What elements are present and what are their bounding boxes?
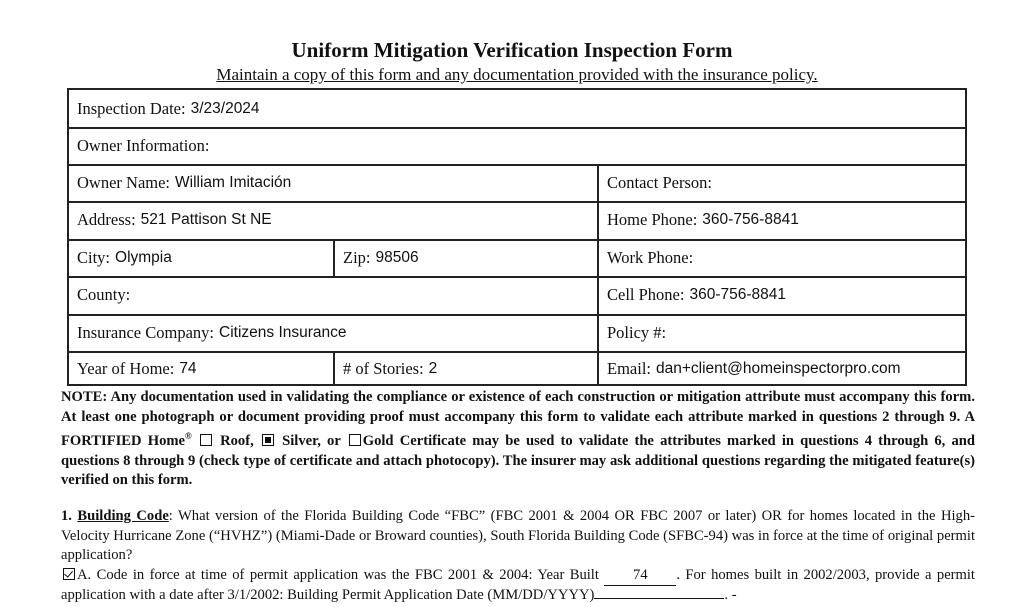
roof-label: Roof, — [220, 433, 254, 449]
zip-label: Zip: — [343, 247, 371, 267]
home-phone-label: Home Phone: — [607, 210, 698, 229]
insurance-company-value: Citizens Insurance — [219, 323, 347, 341]
email-value: dan+client@homeinspectorpro.com — [656, 359, 901, 377]
county-label: County: — [77, 285, 131, 304]
row-year-of-home — [69, 351, 965, 386]
city-value: Olympia — [115, 248, 172, 266]
zip-value: 98506 — [375, 248, 419, 266]
option-a-text: A. Code in force at time of permit application was the FBC 2001 & 2004: Year Built — [77, 566, 599, 583]
address-value: 521 Pattison St NE — [140, 211, 272, 228]
year-built-field[interactable]: 74 — [604, 566, 676, 587]
cell-phone-cell[interactable] — [597, 276, 965, 314]
email-label: Email: — [607, 358, 651, 378]
address-label: Address: — [77, 210, 136, 229]
gold-checkbox[interactable] — [349, 434, 361, 446]
section-building-code — [61, 507, 975, 606]
form-title: Uniform Mitigation Verification Inspection Form — [291, 38, 733, 62]
owner-info-label: Owner Information: — [77, 135, 210, 155]
home-phone-value: 360-756-8841 — [702, 211, 799, 228]
row-county — [69, 276, 965, 316]
inspection-date-value: 3/23/2024 — [190, 99, 260, 117]
stories-cell[interactable] — [333, 351, 597, 386]
policy-label: Policy #: — [607, 322, 667, 342]
address-cell[interactable] — [69, 201, 597, 239]
silver-checkbox[interactable] — [262, 434, 274, 446]
inspection-date-label: Inspection Date: — [77, 98, 186, 118]
registered-mark: ® — [185, 431, 192, 441]
permit-date-field[interactable] — [594, 598, 724, 599]
insurance-company-label: Insurance Company: — [77, 322, 215, 342]
row-owner-name — [69, 164, 965, 203]
year-of-home-label: Year of Home: — [77, 358, 175, 378]
email-cell[interactable] — [597, 351, 965, 386]
option-a-checkbox[interactable] — [63, 568, 75, 580]
row-address — [69, 201, 965, 241]
option-a-tail: . For homes built in 2002/2003, provide a permit application with a date after 3/1/2002: Building Permit Application Date (MM/DD/YYYY) — [61, 566, 975, 603]
section-heading: Building Code — [77, 508, 169, 524]
inspection-date-cell[interactable] — [69, 90, 965, 127]
silver-label: Silver, or — [282, 433, 341, 449]
note-text-1: NOTE: Any documentation used in validating the compliance or existence of each construction or mitigation attribute must accompany this form. At least one photograph or document providing proof must accompany this form to validate each attribute marked in questions 2 through 9. A FORTIFIED Home — [61, 389, 975, 449]
stories-label: # of Stories: — [343, 358, 424, 378]
city-cell[interactable] — [69, 239, 333, 276]
work-phone-label: Work Phone: — [607, 247, 694, 267]
owner-name-cell[interactable] — [69, 164, 597, 201]
note-paragraph — [61, 388, 975, 491]
owner-info-cell — [69, 127, 965, 164]
owner-info-table — [67, 88, 967, 386]
city-label: City: — [77, 247, 111, 267]
cell-phone-value: 360-756-8841 — [689, 286, 786, 303]
row-inspection-date — [69, 90, 965, 129]
year-of-home-cell[interactable] — [69, 351, 333, 386]
section-question: : What version of the Florida Building Code “FBC” (FBC 2001 & 2004 OR FBC 2007 or later) OR for homes located in the High-Velocity Hurricane Zone (“HVHZ”) (Miami-Dade or Broward counties), South Florida Building Code (SFBC-94) was in force at the time of original permit application? — [61, 508, 975, 563]
owner-name-value: William Imitación — [175, 173, 292, 191]
contact-person-cell[interactable] — [597, 164, 965, 201]
year-of-home-value: 74 — [179, 359, 197, 377]
contact-person-label: Contact Person: — [607, 172, 712, 192]
note-text-2: Gold Certificate may be used to validate the attributes marked in questions 4 through 6, and questions 8 through 9 (check type of certificate and attach photocopy). The insurer may ask additional questions regarding the mitigated feature(s) verified on this form. — [61, 433, 975, 488]
home-phone-cell[interactable] — [597, 201, 965, 239]
form-subtitle: Maintain a copy of this form and any documentation provided with the insurance policy. — [216, 65, 818, 84]
owner-name-label: Owner Name: — [77, 172, 171, 192]
row-owner-info — [69, 127, 965, 166]
insurance-company-cell[interactable] — [69, 314, 597, 351]
row-insurance — [69, 314, 965, 353]
stories-value: 2 — [428, 359, 438, 377]
zip-cell[interactable] — [333, 239, 597, 276]
row-city — [69, 239, 965, 278]
county-cell[interactable] — [69, 276, 597, 314]
work-phone-cell[interactable] — [597, 239, 965, 276]
trailing-text: . - — [724, 587, 737, 603]
section-number: 1. — [61, 508, 72, 524]
roof-checkbox[interactable] — [200, 434, 212, 446]
policy-cell[interactable] — [597, 314, 965, 351]
cell-phone-label: Cell Phone: — [607, 285, 685, 304]
